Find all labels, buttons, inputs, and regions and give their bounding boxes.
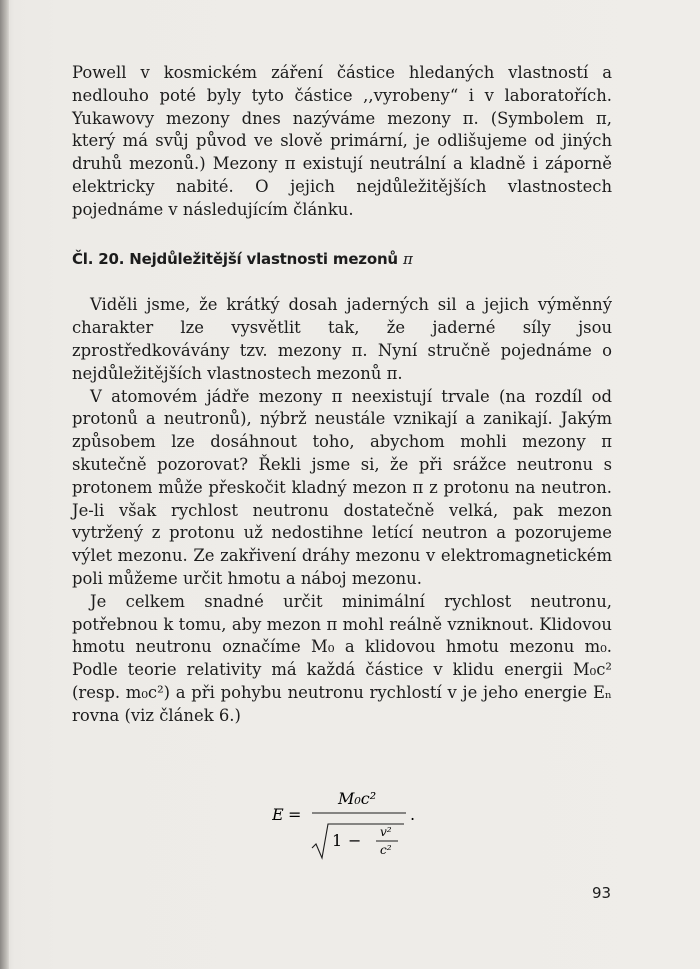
section-heading xyxy=(72,248,612,271)
formula-minus: − xyxy=(348,831,362,850)
formula-period: . xyxy=(410,805,416,824)
formula-v-squared: v² xyxy=(380,825,392,839)
body-paragraph-2: V atomovém jádře mezony π neexistují trvale (na rozdíl od protonů a neutronů), nýbrž neustále vznikají a zanikají. Jakým způsobem lze dosáhnout toho, abychom mohli mezony π skutečně pozorovat? Řekli jsme si, že při srážce neutronu s protonem může přeskočit kladný mezon π z protonu na neutron. Je-li však rychlost neutronu dostatečně velká, pak mezon vytržený z protonu už nedostihne letící neutron a pozorujeme výlet mezonu. Ze zakřivení dráhy mezonu v elektromagnetickém poli můžeme určit hmotu a náboj mezonu. xyxy=(72,386,612,588)
formula-c-squared: c² xyxy=(380,843,392,857)
formula-equals: = xyxy=(288,805,302,824)
formula-lhs: E xyxy=(272,805,284,824)
section-heading-text: Čl. 20. Nejdůležitější vlastnosti mezonů xyxy=(72,249,398,268)
text-column xyxy=(72,62,612,728)
formula-numerator: M₀c² xyxy=(338,789,377,808)
energy-formula xyxy=(272,786,472,866)
section-heading-symbol: π xyxy=(402,249,413,268)
body-paragraph-3: Je celkem snadné určit minimální rychlost neutronu, potřebnou k tomu, aby mezon π mohl reálně vzniknout. Klidovou hmotu neutronu označíme M₀ a klidovou hmotu mezonu m₀. Podle teorie relativity má každá částice v klidu energii M₀c² (resp. m₀c²) a při pohybu neutronu rychlostí v je jeho energie Eₙ rovna (viz článek 6.) xyxy=(72,591,612,725)
body-paragraph-1: Viděli jsme, že krátký dosah jaderných sil a jejich výměnný charakter lze vysvětlit tak, že jaderné síly jsou zprostředkovávány tzv. mezony π. Nyní stručně pojednáme o nejdůležitějších vlastnostech mezonů π. xyxy=(72,295,612,383)
page-binding-edge xyxy=(0,0,9,969)
formula-one: 1 xyxy=(332,831,343,850)
page-number: 93 xyxy=(592,884,612,902)
intro-paragraph: Powell v kosmickém záření částice hledaných vlastností a nedlouho poté byly tyto částice ,,vyrobeny“ i v laboratořích. Yukawovy mezony dnes nazýváme mezony π. (Symbolem π, který má svůj původ ve slově primární, je odlišujeme od jiných druhů mezonů.) Mezony π existují neutrální a kladně i záporně elektricky nabité. O jejich nejdůležitějších vlastnostech pojednáme v následujícím článku. xyxy=(72,63,612,219)
